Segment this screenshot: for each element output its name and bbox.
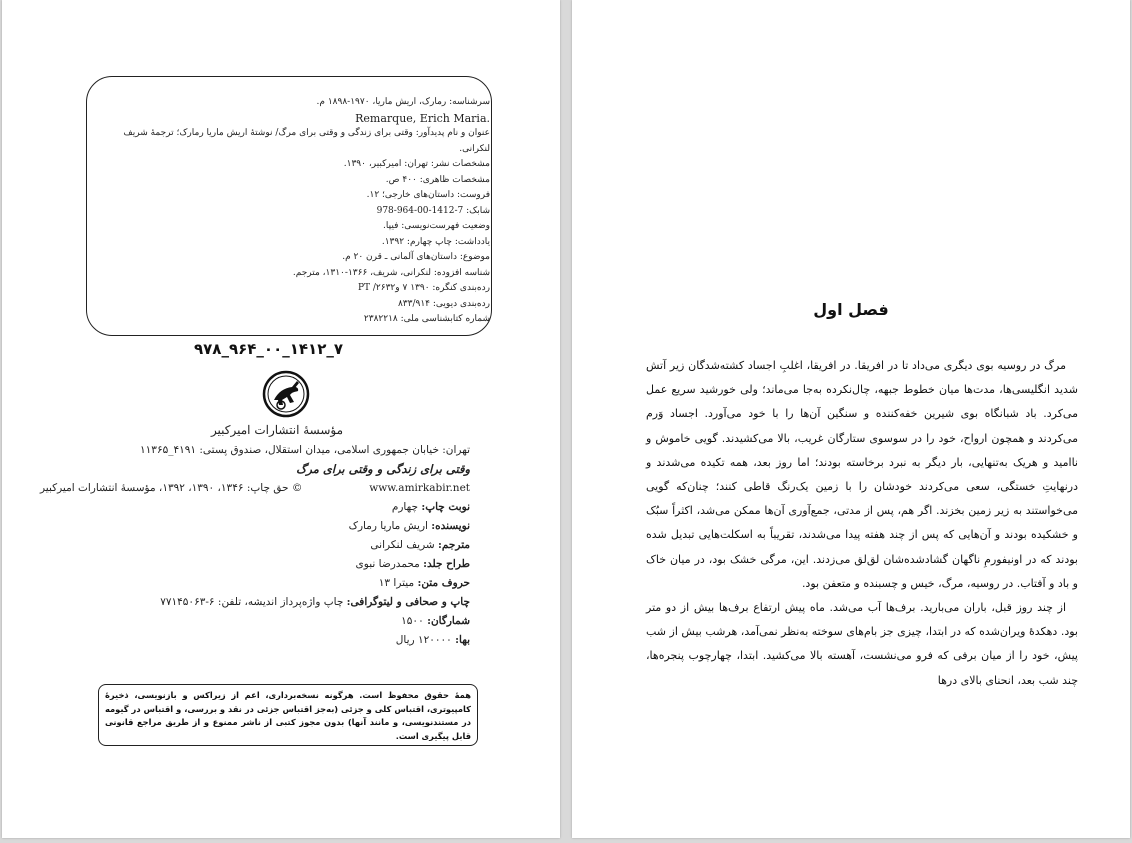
cip-record xyxy=(90,95,490,328)
chapter-title: فصل اول xyxy=(813,300,889,319)
left-page xyxy=(2,0,560,838)
colophon-field xyxy=(40,517,470,536)
field-value: چهارم xyxy=(391,501,418,513)
cip-line: سرشناسه: رمارک، اریش ماریا، ۱۹۷۰-۱۸۹۸ م. xyxy=(316,97,490,107)
cip-line: مشخصات ظاهری: ۴۰۰ ص. xyxy=(385,174,490,185)
field-label: نویسنده: xyxy=(431,520,470,532)
colophon-field xyxy=(40,593,470,612)
chapter-body xyxy=(646,354,1078,693)
field-value: ۱۵۰۰ xyxy=(401,615,424,627)
copyright-line xyxy=(40,479,470,498)
cip-line: شناسه افزوده: لنکرانی، شریف، ۱۳۶۶-۱۳۱۰، مترجم. xyxy=(292,267,490,278)
colophon-field xyxy=(40,536,470,555)
field-label: چاپ و صحافی و لیتوگرافی: xyxy=(346,596,470,608)
isbn-barcode-text: ۹۷۸_۹۶۴_۰۰_۱۴۱۲_۷ xyxy=(194,340,344,358)
publisher-address: تهران: خیابان جمهوری اسلامی، میدان استقلال، صندوق پستی: ۴۱۹۱_۱۱۳۶۵ xyxy=(140,444,470,456)
cip-line: وضعیت فهرست‌نویسی: فیپا. xyxy=(383,221,490,231)
colophon xyxy=(40,441,470,650)
field-label: حروف متن: xyxy=(417,577,470,589)
field-value: اریش ماریا رمارک xyxy=(348,520,428,532)
book-title: وقتی برای زندگی و وقتی برای مرگ xyxy=(296,462,470,476)
cip-line: شابک: 7-1412-00-964-978 xyxy=(376,205,490,216)
right-page xyxy=(572,0,1130,838)
field-value: چاپ واژه‌پرداز اندیشه، تلفن: ۶-۷۷۱۴۵۰۶۳ xyxy=(160,596,344,608)
publisher-logo-icon xyxy=(262,370,310,418)
field-value: شریف لنکرانی xyxy=(370,539,435,551)
cip-line: عنوان و نام پدیدآور: وقتی برای زندگی و وقتی برای مرگ/ نوشتهٔ اریش ماریا رمارک؛ ترجمهٔ شریف لنکرانی. xyxy=(123,128,490,154)
cip-line: موضوع: داستان‌های آلمانی ـ قرن ۲۰ م. xyxy=(342,252,490,262)
field-value: ۱۲۰۰۰۰ ریال xyxy=(395,634,452,646)
publisher-website-link[interactable]: www.amirkabir.net xyxy=(369,482,470,494)
field-label: شمارگان: xyxy=(427,615,470,627)
colophon-field xyxy=(40,498,470,517)
field-value: میترا ۱۳ xyxy=(378,577,415,589)
field-label: مترجم: xyxy=(438,539,470,551)
cip-line: شماره کتابشناسی ملی: ۲۳۸۲۲۱۸ xyxy=(363,314,490,324)
rights-notice: همهٔ حقوق محفوظ است. هرگونه نسخه‌برداری، اعم از زیراکس و بازنویسی، ذخیرهٔ کامپیوتری، اقتباس کلی و جزئی (به‌جز اقتباس جزئی در نقد و بررسی، و اقتباس در گیومه در مستندنویسی، و مانند آنها) بدون مجوز کتبی از ناشر ممنوع و از طریق مراجع قانونی قابل پیگیری است. xyxy=(98,684,478,746)
paragraph: مرگ در روسیه بوی دیگری می‌داد تا در افریقا. در افریقا، اغلبِ اجساد کشته‌شدگان زیر آتش شدید انگلیسی‌ها، مدت‌ها میان خطوط جبهه، چال‌نکرده به‌جا می‌ماند؛ ولی خورشید سریع عمل می‌کرد. باد شبانگاه بوی شیرین خفه‌کننده و سنگین آن‌ها را با خود می‌آورد. اجساد وَرم می‌کردند و همچون ارواح، خود را در سوسوی ستارگان غریب، بالا می‌کشیدند. گویی خاموش و ناامید و هریک به‌تنهایی، بار دیگر به نبرد برخاسته بودند؛ اما روز بعد، همه تکیده می‌شدند و درنهایتِ خستگی، سعی می‌کردند خودشان را با زمین یک‌رنگ قاطی کنند؛ چنان‌که گویی می‌خواستند به زیر زمین بخزند. اگر هم، پس از مدتی، جمع‌آوری آن‌ها ممکن می‌شد، اکثراً سبُک و خشکیده بودند و آن‌هایی که پس از چند هفته پیدا می‌شدند، تقریباً به اسکلت‌هایی تبدیل شده بودند که در اونیفورمِ ناگهان گشادشده‌شان لق‌لق می‌زدند. این، مرگی خشک بود، در میان خاک و باد و آفتاب. در روسیه، مرگ، خیس و چسبنده و متعفن بود. xyxy=(646,359,1078,590)
colophon-field xyxy=(40,612,470,631)
copyright-text: © حق چاپ: ۱۳۴۶، ۱۳۹۰، ۱۳۹۲، مؤسسهٔ انتشارات امیرکبیر xyxy=(40,482,303,494)
publisher-name: مؤسسهٔ انتشارات امیرکبیر xyxy=(210,423,344,437)
colophon-field xyxy=(40,574,470,593)
colophon-field xyxy=(40,631,470,650)
cip-line: ردەبندی دیویی: ۸۳۳/۹۱۴ xyxy=(397,298,490,309)
field-label: طراح جلد: xyxy=(423,558,470,570)
field-label: بها: xyxy=(455,634,470,646)
cip-line: یادداشت: چاپ چهارم: ۱۳۹۲. xyxy=(381,236,490,247)
paragraph: از چند روز قبل، باران می‌بارید. برف‌ها آب می‌شد. ماه پیش ارتفاع برف‌ها بیش از دو متر بود. دهکدهٔ ویران‌شده که در ابتدا، چیزی جز بام‌های سوخته به‌نظر نمی‌آمد، هرشب بیش از شب پیش، خود را از میان برفی که فرو می‌نشست، آهسته بالا می‌کشید. ابتدا، چهارچوب پنجره‌ها، چند شب بعد، انحنای بالای درها xyxy=(646,601,1078,687)
field-label: نوبت چاپ: xyxy=(421,501,470,513)
field-value: محمدرضا نبوی xyxy=(355,558,420,570)
colophon-field xyxy=(40,555,470,574)
cip-line: ردەبندی کنگره: ۱۳۹۰ ۷ و۲۶۳۲/ PT xyxy=(357,283,490,293)
cip-line: فروست: داستان‌های خارجی؛ ۱۲. xyxy=(366,190,490,200)
cip-line: مشخصات نشر: تهران: امیرکبیر، ۱۳۹۰. xyxy=(343,159,490,169)
cip-line: Remarque, Erich Maria. xyxy=(355,111,490,125)
